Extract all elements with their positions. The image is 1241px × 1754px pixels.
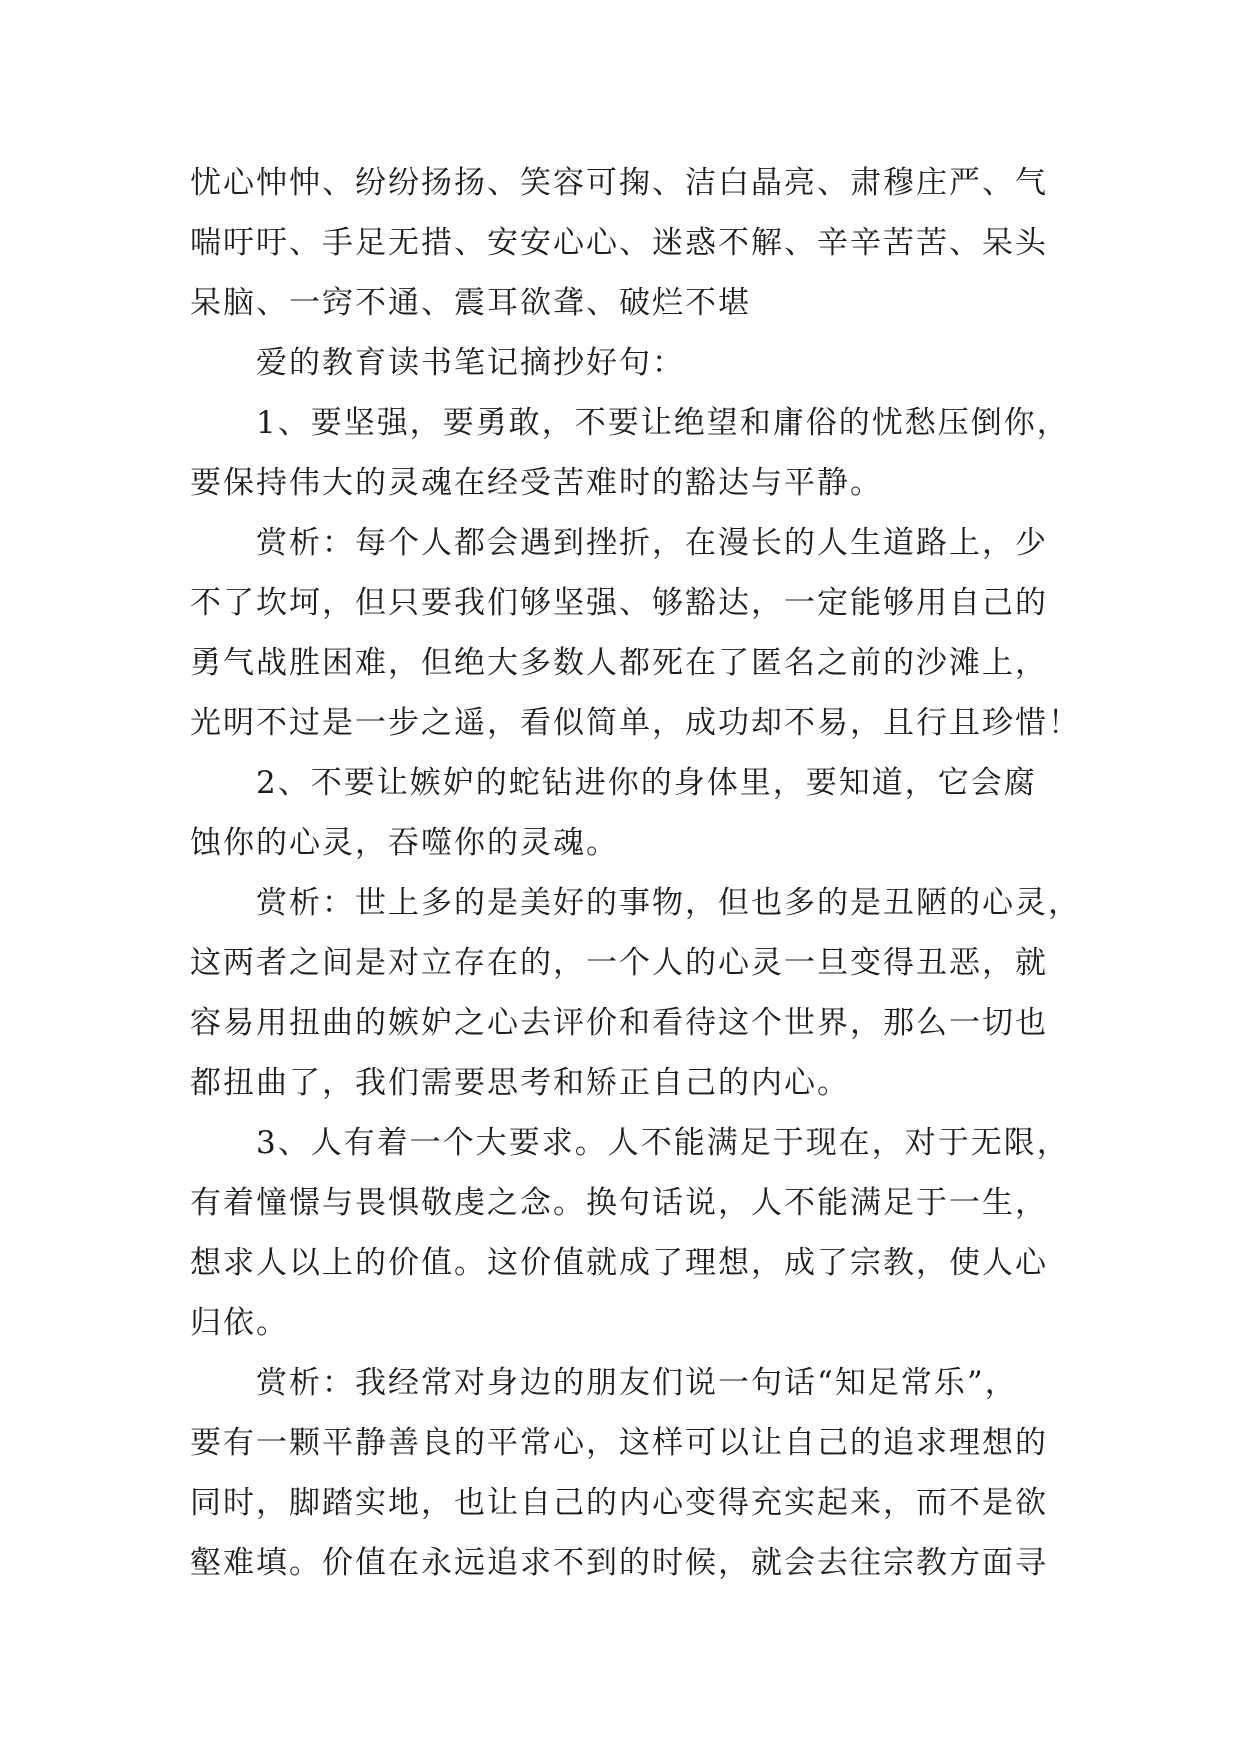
commentary-2-line: 都扭曲了，我们需要思考和矫正自己的内心。: [190, 1065, 850, 1101]
commentary-1-line: 赏析：每个人都会遇到挫折，在漫长的人生道路上，少: [256, 525, 1048, 561]
quote-3-line: 想求人以上的价值。这价值就成了理想，成了宗教，使人心: [190, 1245, 1048, 1281]
commentary-2-line: 容易用扭曲的嫉妒之心去评价和看待这个世界，那么一切也: [190, 1005, 1048, 1041]
quote-3-line: 有着憧憬与畏惧敬虔之念。换句话说，人不能满足于一生，: [190, 1185, 1048, 1221]
text-line: 喘吁吁、手足无措、安安心心、迷惑不解、辛辛苦苦、呆头: [190, 225, 1048, 261]
section-heading: 爱的教育读书笔记摘抄好句：: [256, 345, 685, 381]
commentary-3-line: 壑难填。价值在永远追求不到的时候，就会去往宗教方面寻: [190, 1545, 1048, 1581]
commentary-3-line: 要有一颗平静善良的平常心，这样可以让自己的追求理想的: [190, 1425, 1048, 1461]
quote-2-line: 2、不要让嫉妒的蛇钻进你的身体里，要知道，它会腐: [256, 765, 1037, 801]
quote-1-line: 要保持伟大的灵魂在经受苦难时的豁达与平静。: [190, 465, 883, 501]
text-line: 忧心忡忡、纷纷扬扬、笑容可掬、洁白晶亮、肃穆庄严、气: [190, 165, 1048, 201]
commentary-2-line: 赏析：世上多的是美好的事物，但也多的是丑陋的心灵，: [256, 885, 1081, 921]
quote-3-line: 3、人有着一个大要求。人不能满足于现在，对于无限，: [256, 1125, 1070, 1161]
quote-3-line: 归依。: [190, 1305, 289, 1341]
text-line: 呆脑、一窍不通、震耳欲聋、破烂不堪: [190, 285, 751, 321]
commentary-1-line: 不了坎坷，但只要我们够坚强、够豁达，一定能够用自己的: [190, 585, 1048, 621]
commentary-1-line: 勇气战胜困难，但绝大多数人都死在了匿名之前的沙滩上，: [190, 645, 1048, 681]
quote-1-line: 1、要坚强，要勇敢，不要让绝望和庸俗的忧愁压倒你，: [256, 405, 1070, 441]
quote-2-line: 蚀你的心灵，吞噬你的灵魂。: [190, 825, 619, 861]
commentary-2-line: 这两者之间是对立存在的，一个人的心灵一旦变得丑恶，就: [190, 945, 1048, 981]
commentary-1-line: 光明不过是一步之遥，看似简单，成功却不易，且行且珍惜！: [190, 705, 1081, 741]
commentary-3-line: 赏析：我经常对身边的朋友们说一句话“知足常乐”，: [256, 1365, 1018, 1401]
commentary-3-line: 同时，脚踏实地，也让自己的内心变得充实起来，而不是欲: [190, 1485, 1048, 1521]
